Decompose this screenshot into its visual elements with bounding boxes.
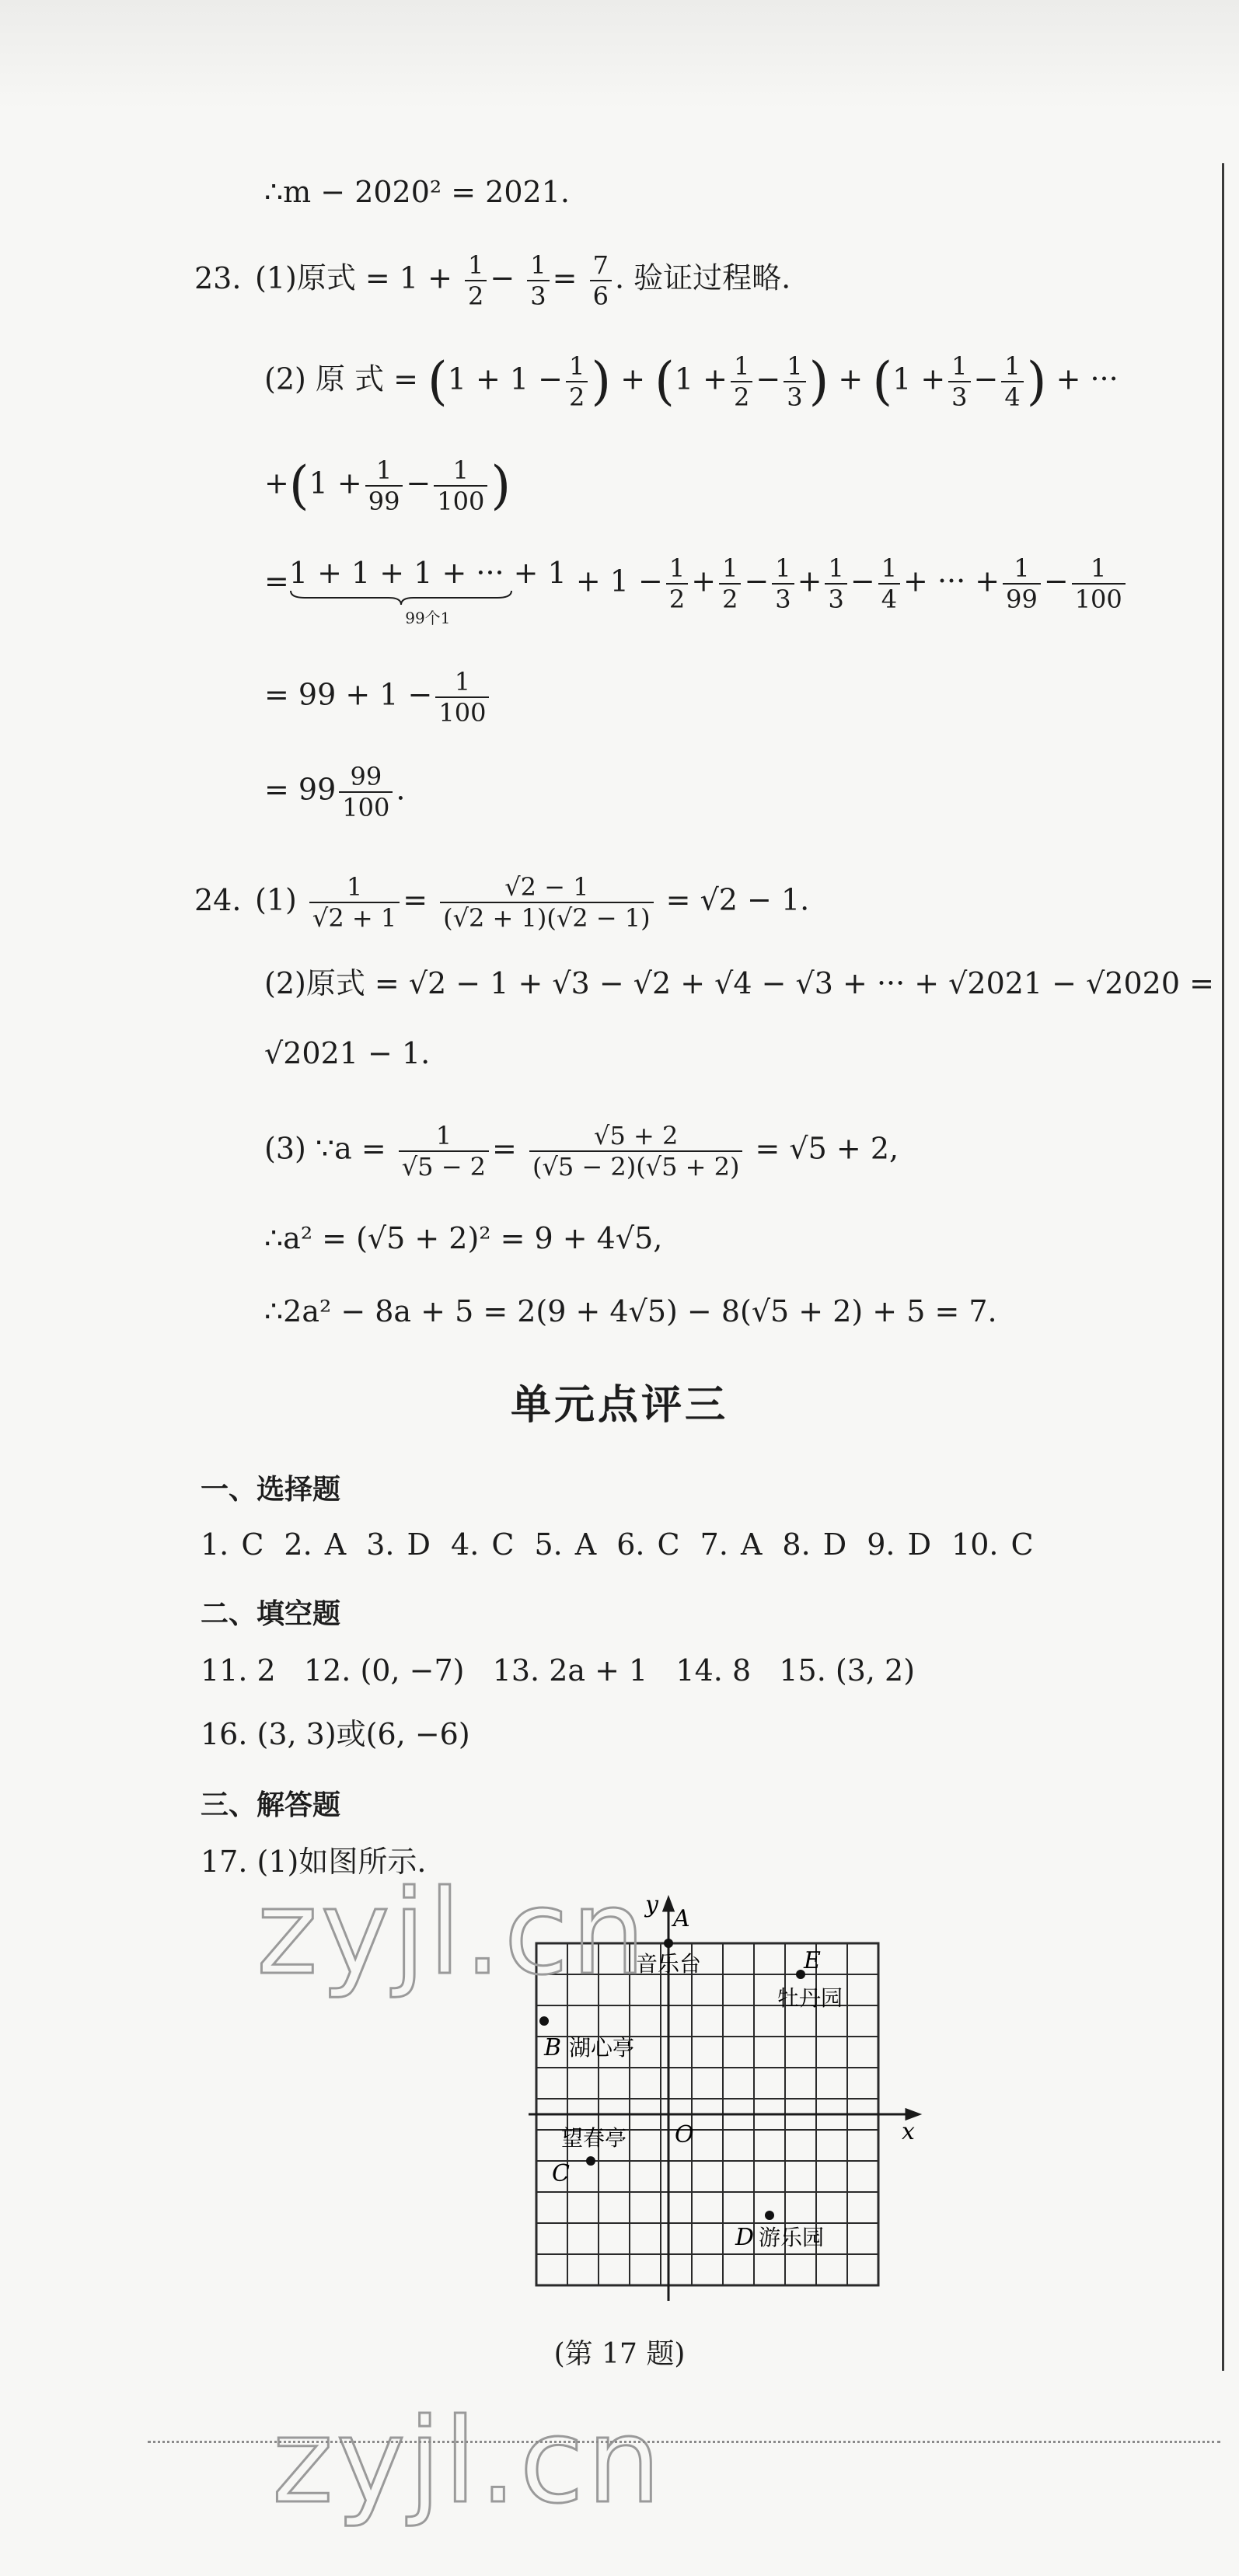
q24-part3-line2: ∴a² = (√5 + 2)² = 9 + 4√5, [264, 1221, 663, 1255]
q24-part3: (3) ∵a = $\frac{1}{√5 - 2}$ = $\frac{√5 + 2}{(√5 - 2)(√5 + 2)}$ = √5 + 2, [264, 1121, 899, 1182]
q24-part1: 24. (1) $\frac{1}{√2 + 1}$ = $\frac{√2 - 1}{(√2 + 1)(√2 - 1)}$ = √2 − 1. [194, 872, 810, 933]
svg-text:C: C [552, 2160, 570, 2187]
svg-text:望春亭: 望春亭 [561, 2125, 627, 2151]
point-b [539, 2016, 634, 2061]
heading-solve: 三、解答题 [201, 1789, 341, 1821]
figure-caption: (第 17 题) [553, 2338, 686, 2370]
fraction: $\frac{7}{6}$ [590, 250, 612, 311]
choice-answers: 1. C 2. A 3. D 4. C 5. A 6. C 7. A 8. D 9. D 10. C [201, 1527, 1034, 1562]
svg-text:游乐园: 游乐园 [759, 2225, 825, 2250]
point-e [777, 1947, 843, 2011]
dotted-divider [148, 2441, 1220, 2443]
q23-result: = 99 $\frac{99}{100}$ . [264, 762, 406, 822]
right-margin-rule [1222, 163, 1224, 2371]
heading-fill: 二、填空题 [201, 1598, 341, 1630]
q24-part3-line3: ∴2a² − 8a + 5 = 2(9 + 4√5) − 8(√5 + 2) + 5 = 7. [264, 1294, 997, 1328]
watermark: zyjl.cn [272, 2394, 665, 2529]
q22-conclusion: ∴m − 2020² = 2021. [264, 175, 570, 209]
q23-part2-line4: = 99 + 1 − $\frac{1}{100}$ [264, 667, 492, 728]
svg-text:A: A [673, 1905, 690, 1932]
svg-text:牡丹园: 牡丹园 [777, 1985, 843, 2011]
q23-part2-line2: +(1 + $\frac{1}{99}$ − $\frac{1}{100}$ ) [264, 456, 511, 516]
x-axis-label: x [902, 2118, 915, 2145]
q23-part1: 23. (1)原式 = 1 + $\frac{1}{2}$ − $\frac{1}{3}$ = $\frac{7}{6}$ . 验证过程略. [194, 250, 791, 311]
y-axis-label: y [645, 1891, 658, 1918]
section-title: 单元点评三 [510, 1382, 728, 1429]
q23-part2-line3: =1 + 1 + 1 + ··· + 1 99个1 + 1 − $\frac{1}{2}$ + $\frac{1}{2}$ − $\frac{1}{3}$ + $\frac{1}{3}$ − $\frac{1}{4}$ + ··· + $\frac{1}{99}$ − $\frac{1}{100}$ [264, 553, 1129, 614]
fill-answers-1: 11. 2 12. (0, −7) 13. 2a + 1 14. 8 15. (3, 2) [201, 1653, 916, 1688]
underbrace [289, 589, 513, 606]
q17-part1: 17. (1)如图所示. [201, 1845, 427, 1879]
svg-text:E: E [804, 1947, 821, 1974]
heading-choice: 一、选择题 [201, 1474, 341, 1506]
fraction: $\frac{1}{3}$ [527, 250, 549, 311]
page-top-shadow [0, 0, 1239, 109]
svg-text:音乐台: 音乐台 [636, 1951, 702, 1977]
point-d [735, 2211, 824, 2251]
point-c [552, 2125, 626, 2187]
underbrace-group: 1 + 1 + 1 + ··· + 1 99个1 [288, 556, 567, 627]
q24-part2-cont: √2021 − 1. [264, 1036, 431, 1070]
fraction: $\frac{1}{2}$ [465, 250, 487, 311]
svg-text:B: B [544, 2034, 562, 2061]
watermark: zyjl.cn [257, 1866, 649, 2001]
svg-text:湖心亭: 湖心亭 [569, 2035, 635, 2061]
q23-part2-line1: (2) 原 式 = (1 + 1 − $\frac{1}{2}$ ) + (1 + $\frac{1}{2}$ − $\frac{1}{3}$ ) + (1 + $\frac{1}{3}$ − $\frac{1}{4}$ ) + ··· [264, 351, 1119, 412]
origin-label: O [675, 2121, 694, 2148]
svg-text:D: D [735, 2224, 755, 2251]
q24-part2: (2)原式 = √2 − 1 + √3 − √2 + √4 − √3 + ··· + √2021 − √2020 = [264, 966, 1214, 1000]
fill-answers-2: 16. (3, 3)或(6, −6) [201, 1717, 470, 1751]
